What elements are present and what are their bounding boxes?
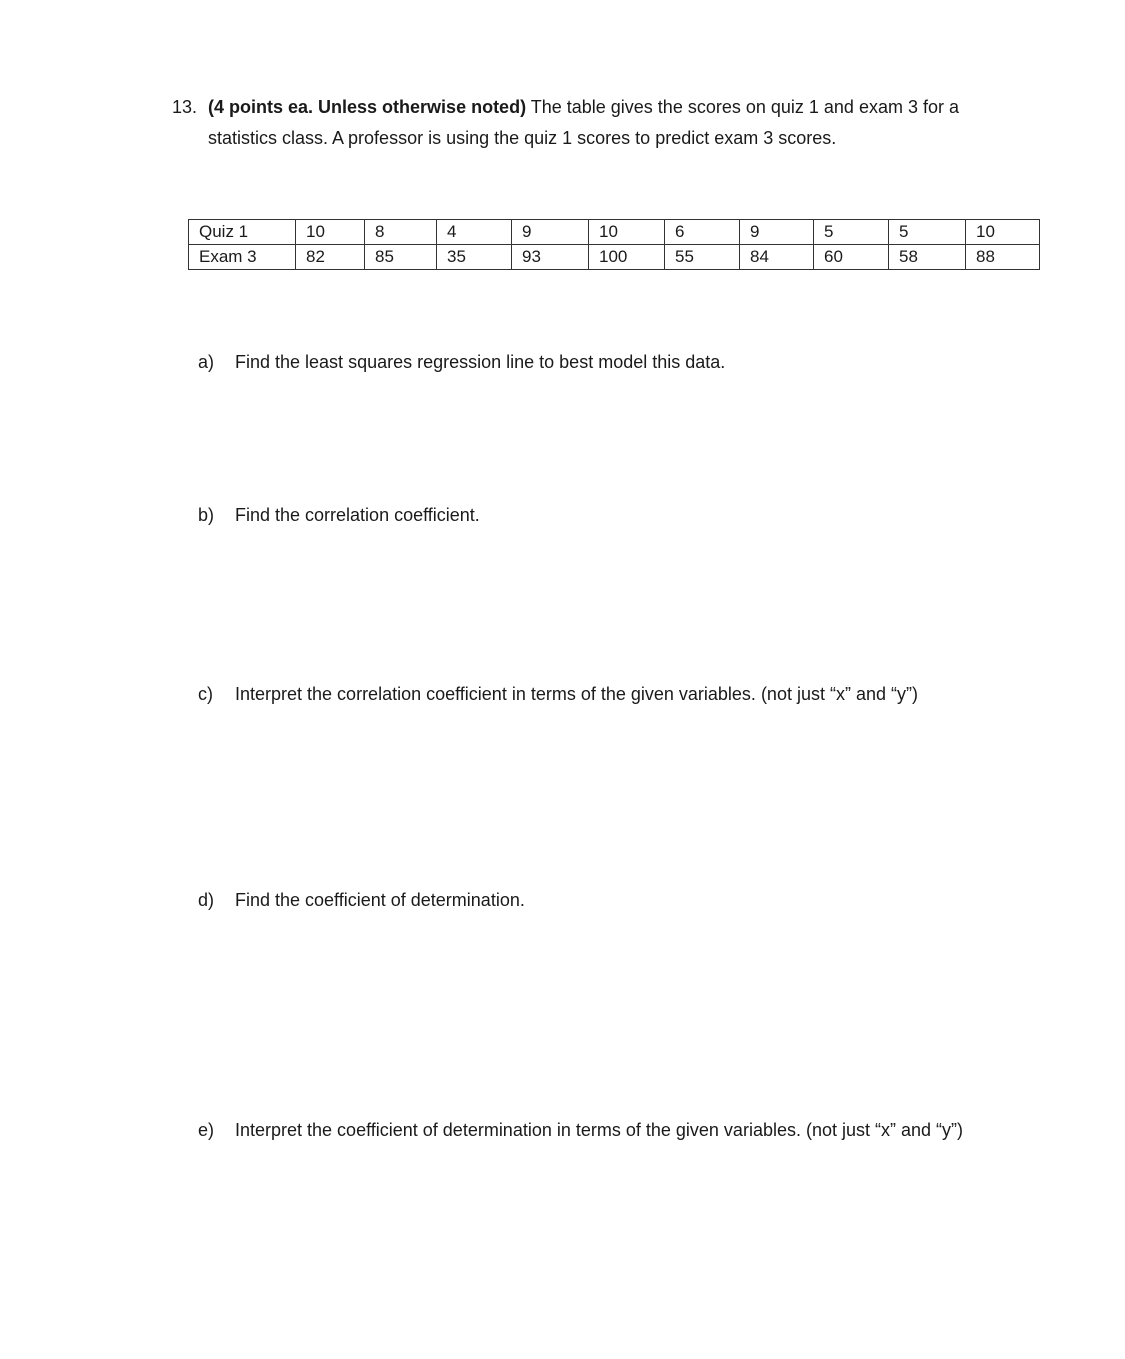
part-text: Find the correlation coefficient.: [235, 505, 480, 525]
part-letter: e): [198, 1120, 215, 1140]
question-text-line-2: statistics class. A professor is using the quiz 1 scores to predict exam 3 scores.: [208, 128, 837, 148]
table-cell: 10: [966, 220, 1040, 245]
row-label-exam3: Exam 3: [189, 245, 296, 270]
table-cell: 60: [814, 245, 889, 270]
question-points-note: (4 points ea. Unless otherwise noted): [208, 97, 527, 117]
part-letter: c): [198, 684, 213, 704]
table-cell: 55: [665, 245, 740, 270]
table-cell: 5: [814, 220, 889, 245]
part-text: Find the least squares regression line to best model this data.: [235, 352, 726, 372]
question-text-line-1: The table gives the scores on quiz 1 and exam 3 for a: [526, 97, 959, 117]
question-13: [172, 92, 1012, 154]
part-a: [198, 350, 1018, 374]
part-e: [198, 1118, 1018, 1142]
table-cell: 85: [365, 245, 437, 270]
part-b: [198, 503, 1018, 527]
table-cell: 9: [740, 220, 814, 245]
table-cell: 84: [740, 245, 814, 270]
table-cell: 35: [437, 245, 512, 270]
part-text: Interpret the correlation coefficient in terms of the given variables. (not just “x” and “y”): [235, 684, 918, 704]
part-d: [198, 888, 1018, 912]
scores-table: [188, 219, 1040, 270]
part-letter: b): [198, 505, 215, 525]
part-c: [198, 682, 1018, 706]
table-cell: 8: [365, 220, 437, 245]
part-text: Interpret the coefficient of determination in terms of the given variables. (not just “x” and “y”): [235, 1120, 964, 1140]
table-cell: 4: [437, 220, 512, 245]
table-row-quiz1: [189, 220, 1040, 245]
question-line-1: [172, 92, 1012, 123]
table-cell: 5: [889, 220, 966, 245]
table-cell: 10: [296, 220, 365, 245]
part-text: Find the coefficient of determination.: [235, 890, 525, 910]
table-cell: 93: [512, 245, 589, 270]
part-letter: a): [198, 352, 215, 372]
question-number: 13.: [172, 97, 198, 117]
table-row-exam3: [189, 245, 1040, 270]
table-cell: 9: [512, 220, 589, 245]
table-cell: 100: [589, 245, 665, 270]
table-cell: 6: [665, 220, 740, 245]
row-label-quiz1: Quiz 1: [189, 220, 296, 245]
table-cell: 58: [889, 245, 966, 270]
table-cell: 82: [296, 245, 365, 270]
table-cell: 88: [966, 245, 1040, 270]
table-cell: 10: [589, 220, 665, 245]
part-letter: d): [198, 890, 215, 910]
